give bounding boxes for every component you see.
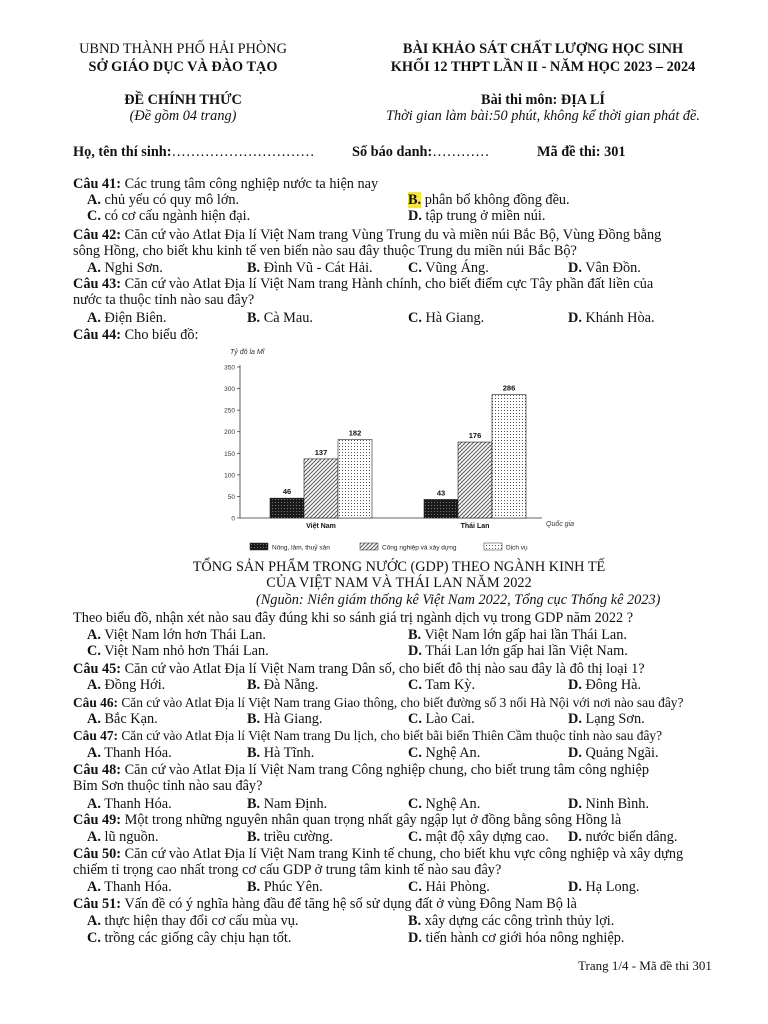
question-42-cont: sông Hồng, cho biết khu kinh tế ven biển nào sau đây thuộc Trung du miền núi Bắc Bộ? — [73, 243, 577, 259]
question-44-prompt: Theo biểu đồ, nhận xét nào sau đây đúng khi so sánh giá trị ngành dịch vụ trong GDP năm 2022 ? — [73, 610, 634, 626]
chart-caption-line2: CỦA VIỆT NAM VÀ THÁI LAN NĂM 2022 — [266, 575, 532, 591]
question-49 — [73, 812, 621, 828]
question-number: Câu 50: — [73, 846, 122, 862]
question-number: Câu 46: — [73, 695, 119, 710]
option-b: B. Việt Nam lớn gấp hai lần Thái Lan. — [408, 627, 628, 643]
question-number: Câu 42: — [73, 227, 122, 243]
y-tick-label: 200 — [224, 429, 235, 437]
question-41 — [73, 176, 378, 192]
candidate-number-line — [352, 144, 489, 161]
bar — [338, 439, 372, 518]
option-d: D. nước biển dâng. — [568, 829, 678, 845]
option-b: B. Đà Nẵng. — [247, 677, 319, 693]
bar — [424, 499, 458, 518]
legend-label: Nông, lâm, thuỷ sản — [272, 544, 330, 552]
option-d: D. Ninh Bình. — [568, 796, 650, 812]
question-text: Căn cứ vào Atlat Địa lí Việt Nam trang Công nghiệp chung, cho biết trung tâm công nghiệp — [121, 762, 650, 778]
question-number: Câu 45: — [73, 661, 122, 677]
option-c: C. có cơ cấu ngành hiện đại. — [87, 208, 251, 224]
question-43-cont: nước ta thuộc tỉnh nào sau đây? — [73, 292, 255, 308]
option-a: A. Bắc Kạn. — [87, 711, 158, 727]
option-b: B. Hà Tĩnh. — [247, 745, 315, 761]
option-c: C. Hải Phòng. — [408, 879, 490, 895]
category-label: Việt Nam — [306, 523, 336, 530]
option-c: C. Việt Nam nhỏ hơn Thái Lan. — [87, 643, 269, 659]
legend-label: Công nghiệp và xây dựng — [382, 544, 457, 552]
question-51 — [73, 896, 577, 912]
y-tick-label: 350 — [224, 364, 235, 372]
option-b: B. Hà Giang. — [247, 711, 323, 727]
option-a: A. Thanh Hóa. — [87, 745, 172, 761]
option-c: C. Nghệ An. — [408, 796, 481, 812]
question-number: Câu 48: — [73, 762, 122, 778]
option-b: B. Đình Vũ - Cát Hải. — [247, 260, 373, 276]
exam-title: BÀI KHẢO SÁT CHẤT LƯỢNG HỌC SINH — [402, 41, 684, 57]
legend-swatch — [484, 543, 502, 550]
school-office-name: SỞ GIÁO DỤC VÀ ĐÀO TẠO — [88, 59, 278, 75]
option-b: B. triều cường. — [247, 829, 333, 845]
question-48 — [73, 762, 649, 778]
option-b: B. Nam Định. — [247, 796, 328, 812]
option-c: C. trồng các giống cây chịu hạn tốt. — [87, 930, 292, 946]
bar-value-label: 43 — [436, 488, 446, 498]
bar — [304, 459, 338, 518]
bar-value-label: 46 — [282, 487, 292, 497]
option-c: C. mật độ xây dựng cao. — [408, 829, 549, 845]
question-42 — [73, 227, 661, 243]
option-a: A. thực hiện thay đổi cơ cấu mùa vụ. — [87, 913, 299, 929]
page-footer: Trang 1/4 - Mã đề thi 301 — [578, 958, 712, 973]
question-number: Câu 44: — [73, 327, 122, 343]
question-text: Căn cứ vào Atlat Địa lí Việt Nam trang Giao thông, cho biết đường số 3 nối Hà Nội với nơi nào sau đây? — [118, 695, 684, 710]
y-tick-label: 150 — [224, 450, 235, 458]
y-axis-label: Tỷ đô la Mĩ — [230, 349, 265, 356]
question-50-cont: chiếm tỉ trọng cao nhất trong cơ cấu GDP ở trung tâm kinh tế nào sau đây? — [73, 862, 502, 878]
option-d: D. Quảng Ngãi. — [568, 745, 659, 761]
highlighted-marker: B. — [408, 192, 422, 208]
option-b: B. Phúc Yên. — [247, 879, 323, 895]
candidate-number-label: Số báo danh: — [352, 144, 433, 160]
option-a: A. chủ yếu có quy mô lớn. — [87, 192, 240, 208]
option-d: D. Lạng Sơn. — [568, 711, 645, 727]
option-a: A. Thanh Hóa. — [87, 796, 172, 812]
option-b: B. phân bố không đồng đều. — [408, 192, 570, 208]
option-c: C. Hà Giang. — [408, 310, 485, 326]
question-text: Vấn đề có ý nghĩa hàng đầu để tăng hệ số sử dụng đất ở vùng Đông Nam Bộ là — [121, 896, 577, 912]
question-number: Câu 43: — [73, 276, 122, 292]
option-d: D. Khánh Hòa. — [568, 310, 655, 326]
x-axis-label: Quốc gia — [546, 521, 575, 528]
question-45 — [73, 661, 645, 677]
y-tick-label: 300 — [224, 386, 235, 394]
question-44 — [73, 327, 199, 343]
question-48-cont: Bỉm Sơn thuộc tỉnh nào sau đây? — [73, 778, 263, 794]
option-d: D. tập trung ở miền núi. — [408, 208, 546, 224]
chart-source: (Nguồn: Niên giám thống kê Việt Nam 2022, Tổng cục Thống kê 2023) — [256, 592, 661, 608]
option-c: C. Nghệ An. — [408, 745, 481, 761]
option-d: D. Vân Đồn. — [568, 260, 641, 276]
y-tick-label: 100 — [224, 472, 235, 480]
question-number: Câu 49: — [73, 812, 122, 828]
question-number: Câu 51: — [73, 896, 122, 912]
y-tick-label: 250 — [224, 407, 235, 415]
candidate-name-label: Họ, tên thí sinh: — [73, 144, 172, 160]
department-name: UBND THÀNH PHỐ HẢI PHÒNG — [79, 41, 287, 57]
y-tick-label: 0 — [231, 515, 235, 523]
option-d: D. Đông Hà. — [568, 677, 642, 693]
bar — [458, 442, 492, 518]
bar-value-label: 182 — [348, 428, 362, 438]
question-43 — [73, 276, 653, 292]
legend-swatch — [360, 543, 378, 550]
exam-code: Mã đề thi: 301 — [537, 144, 626, 160]
question-text: Cho biểu đồ: — [121, 327, 199, 343]
bar — [492, 395, 526, 518]
option-d: D. Hạ Long. — [568, 879, 640, 895]
candidate-number-dots: ………… — [432, 144, 490, 160]
question-text: Căn cứ vào Atlat Địa lí Việt Nam trang Vùng Trung du và miền núi Bắc Bộ, Vùng Đồng bằng — [121, 227, 662, 243]
option-a: A. Thanh Hóa. — [87, 879, 172, 895]
question-text: Căn cứ vào Atlat Địa lí Việt Nam trang Hành chính, cho biết điểm cực Tây phần đất liền của — [121, 276, 654, 292]
question-50 — [73, 846, 683, 862]
exam-grade-year: KHỐI 12 THPT LẦN II - NĂM HỌC 2023 – 2024 — [390, 59, 696, 75]
category-label: Thái Lan — [460, 523, 490, 530]
option-a: A. lũ nguồn. — [87, 829, 159, 845]
bar — [270, 498, 304, 518]
question-46 — [73, 695, 683, 711]
candidate-name-line — [73, 144, 314, 161]
subject-title: Bài thi môn: ĐỊA LÍ — [481, 92, 605, 108]
option-a: A. Nghi Sơn. — [87, 260, 163, 276]
option-c: C. Vũng Áng. — [408, 260, 489, 276]
option-a: A. Điện Biên. — [87, 310, 167, 326]
question-number: Câu 47: — [73, 728, 119, 743]
bar-value-label: 286 — [502, 383, 516, 393]
option-a: A. Việt Nam lớn hơn Thái Lan. — [87, 627, 266, 643]
bar-value-label: 176 — [468, 431, 482, 441]
legend-swatch — [250, 543, 268, 550]
option-a: A. Đồng Hới. — [87, 677, 166, 693]
gdp-bar-chart — [200, 340, 600, 560]
option-c: C. Tam Kỳ. — [408, 677, 476, 693]
option-b: B. Cà Mau. — [247, 310, 313, 326]
time-note: Thời gian làm bài:50 phút, không kể thời gian phát đề. — [386, 108, 700, 124]
question-text: Các trung tâm công nghiệp nước ta hiện nay — [121, 176, 379, 192]
option-c: C. Lào Cai. — [408, 711, 475, 727]
bar-value-label: 137 — [314, 447, 328, 457]
question-text: Căn cứ vào Atlat Địa lí Việt Nam trang Kinh tế chung, cho biết khu vực công nghiệp và xây dựng — [121, 846, 684, 862]
official-label: ĐỀ CHÍNH THỨC — [124, 92, 242, 108]
pages-note: (Đề gồm 04 trang) — [129, 108, 237, 124]
question-number: Câu 41: — [73, 176, 122, 192]
question-text: Một trong những nguyên nhân quan trọng nhất gây ngập lụt ở đồng bằng sông Hồng là — [121, 812, 622, 828]
option-b: B. xây dựng các công trình thủy lợi. — [408, 913, 615, 929]
option-d: D. Thái Lan lớn gấp hai lần Việt Nam. — [408, 643, 628, 659]
option-d: D. tiến hành cơ giới hóa nông nghiệp. — [408, 930, 625, 946]
question-text: Căn cứ vào Atlat Địa lí Việt Nam trang Dân số, cho biết đô thị nào sau đây là đô thị loại 1? — [121, 661, 645, 677]
legend-label: Dịch vụ — [506, 544, 528, 552]
question-47 — [73, 728, 662, 744]
question-text: Căn cứ vào Atlat Địa lí Việt Nam trang Du lịch, cho biết bãi biển Thiên Cầm thuộc tỉnh nào sau đây? — [118, 728, 663, 743]
chart-caption-line1: TỔNG SẢN PHẨM TRONG NƯỚC (GDP) THEO NGÀNH KINH TẾ — [192, 559, 606, 575]
candidate-name-dots: ………………………… — [171, 144, 315, 160]
y-tick-label: 50 — [227, 493, 235, 501]
